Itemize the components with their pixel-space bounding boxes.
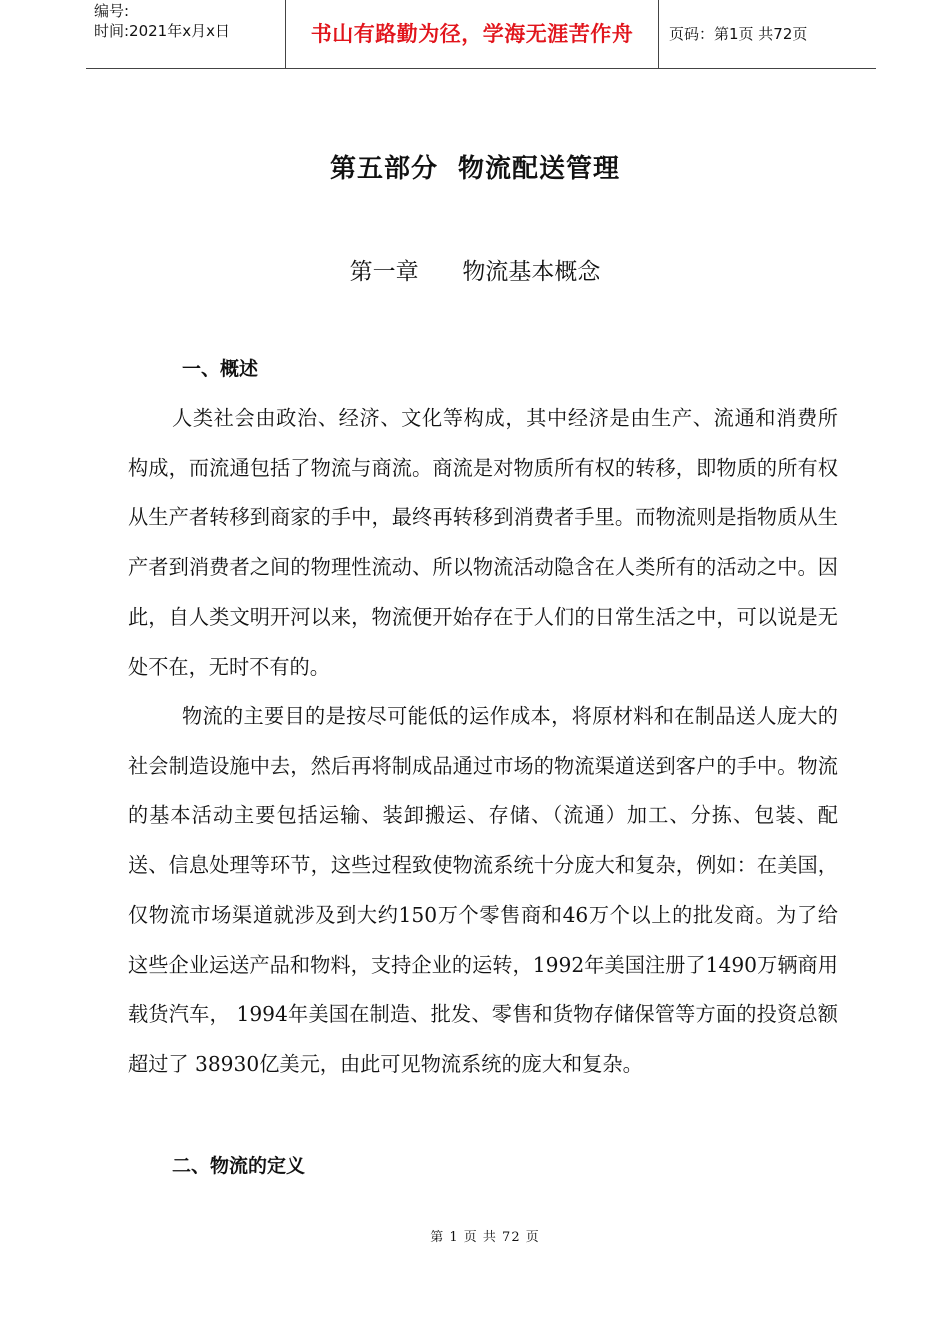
section-heading-definition: 二、物流的定义 — [172, 1155, 306, 1177]
document-time-label: 时间:2021年x月x日 — [94, 22, 230, 40]
page-footer: 第 1 页 共 72 页 — [430, 1230, 540, 1245]
document-number-label: 编号: — [94, 2, 130, 20]
header-motto: 书山有路勤为径，学海无涯苦作舟 — [286, 0, 659, 68]
body-paragraph: 物流的主要目的是按尽可能低的运作成本，将原材料和在制品送人庞大的社会制造设施中去，然后再将制成品通过市场的物流渠道送到客户的手中。物流的基本活动主要包括运输、装卸搬运、存储、（流通）加工、分拣、包装、配送、信息处理等环节，这些过程致使物流系统十分庞大和复杂，例如：在美国，仅物流市场渠道就涉及到大约150万个零售商和46万个以上的批发商。为了给这些企业运送产品和物料，支持企业的运转，1992年美国注册了1490万辆商用载货汽车， 1994年美国在制造、批发、零售和货物存储保管等方面的投资总额超过了 38930亿美元，由此可见物流系统的庞大和复杂。 — [128, 704, 838, 1076]
page-header — [86, 0, 876, 69]
part-title: 第五部分 物流配送管理 — [329, 154, 621, 184]
header-page-info: 页码：第1页 共72页 — [669, 25, 808, 43]
chapter-title: 第一章 物流基本概念 — [349, 259, 601, 285]
body-paragraph: 人类社会由政治、经济、文化等构成，其中经济是由生产、流通和消费所构成，而流通包括了物流与商流。商流是对物质所有权的转移，即物质的所有权从生产者转移到商家的手中，最终再转移到消费者手里。而物流则是指物质从生产者到消费者之间的物理性流动、所以物流活动隐含在人类所有的活动之中。因此，自人类文明开河以来，物流便开始存在于人们的日常生活之中，可以说是无处不在，无时不有的。 — [128, 406, 838, 679]
section-heading-overview: 一、概述 — [182, 358, 259, 380]
header-meta-cell — [86, 0, 286, 68]
